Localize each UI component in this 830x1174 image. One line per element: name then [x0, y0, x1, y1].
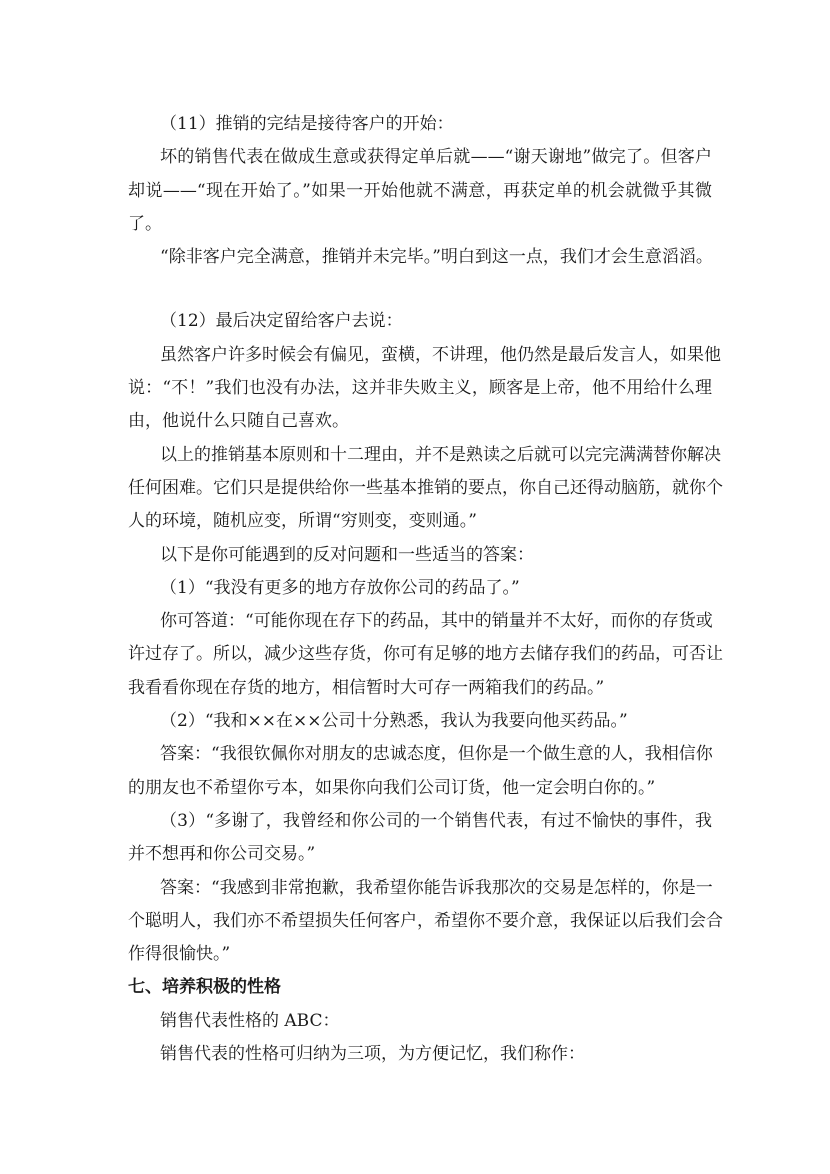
paragraph-gap [128, 274, 712, 305]
text-line: 七、培养积极的性格 [128, 977, 281, 998]
paragraph [128, 305, 712, 338]
text-line: 虽然客户许多时候会有偏见，蛮横，不讲理，他仍然是最后发言人，如果他 [160, 344, 721, 365]
text-line: （1）“我没有更多的地方存放你公司的药品了。” [160, 577, 520, 598]
paragraph [128, 108, 712, 141]
text-line: 了。 [128, 213, 162, 234]
text-line: 销售代表的性格可归纳为三项，为方便记忆，我们称作： [160, 1044, 585, 1065]
text-line: 作得很愉快。” [128, 944, 231, 965]
paragraph [128, 241, 712, 274]
paragraph [128, 872, 723, 972]
text-line: 许过存了。所以，减少这些存货，你可有足够的地方去储存我们的药品，可否让 [128, 644, 723, 665]
paragraph [128, 805, 712, 872]
paragraph [128, 1038, 712, 1071]
paragraph [128, 572, 712, 605]
text-line: 个聪明人，我们亦不希望损失任何客户，希望你不要介意，我保证以后我们会合 [128, 910, 723, 931]
paragraph [128, 141, 712, 241]
text-line: “除非客户完全满意，推销并未完毕。”明白到这一点，我们才会生意滔滔。 [160, 247, 713, 268]
paragraph [128, 339, 721, 439]
text-line: 答案：“我感到非常抱歉，我希望你能告诉我那次的交易是怎样的，你是一 [160, 877, 713, 898]
paragraph [128, 738, 712, 805]
paragraph [128, 605, 723, 705]
text-line: 却说——“现在开始了。”如果一开始他就不满意，再获定单的机会就微乎其微 [128, 180, 712, 201]
paragraph [128, 705, 712, 738]
text-line: （11）推销的完结是接待客户的开始： [160, 114, 454, 134]
text-line: 坏的销售代表在做成生意或获得定单后就——“谢天谢地”做完了。但客户 [160, 147, 712, 168]
text-line: 并不想再和你公司交易。” [128, 844, 316, 865]
text-line: 任何困难。它们只是提供给你一些基本推销的要点，你自己还得动脑筋，就你个 [128, 477, 723, 498]
text-line: 的朋友也不希望你亏本，如果你向我们公司订货，他一定会明白你的。” [128, 777, 656, 798]
text-line: 说：“不！”我们也没有办法，这并非失败主义，顾客是上帝，他不用给什么理 [128, 378, 712, 399]
section-heading [128, 971, 712, 1004]
text-line: 以下是你可能遇到的反对问题和一些适当的答案： [160, 544, 534, 565]
paragraph [128, 1005, 712, 1038]
text-line: （3）“多谢了，我曾经和你公司的一个销售代表，有过不愉快的事件，我 [160, 810, 712, 831]
text-line: （2）“我和××在××公司十分熟悉，我认为我要向他买药品。” [160, 711, 628, 732]
text-line: 答案：“我很钦佩你对朋友的忠诚态度，但你是一个做生意的人，我相信你 [160, 744, 713, 765]
text-line: 以上的推销基本原则和十二理由，并不是熟读之后就可以完完满满替你解决 [160, 444, 721, 465]
text-line: （12）最后决定留给客户去说： [160, 311, 403, 332]
text-line: 由，他说什么只随自己喜欢。 [128, 411, 349, 432]
text-line: 人的环境，随机应变，所谓“穷则变，变则通。” [128, 511, 477, 532]
paragraph [128, 439, 723, 539]
text-line: 我看看你现在存货的地方，相信暂时大可存一两箱我们的药品。” [128, 677, 605, 698]
text-line: 销售代表性格的 ABC： [160, 1010, 340, 1031]
document-page [128, 108, 723, 1071]
text-line: 你可答道：“可能你现在存下的药品，其中的销量并不太好，而你的存货或 [160, 611, 713, 632]
paragraph [128, 539, 712, 572]
